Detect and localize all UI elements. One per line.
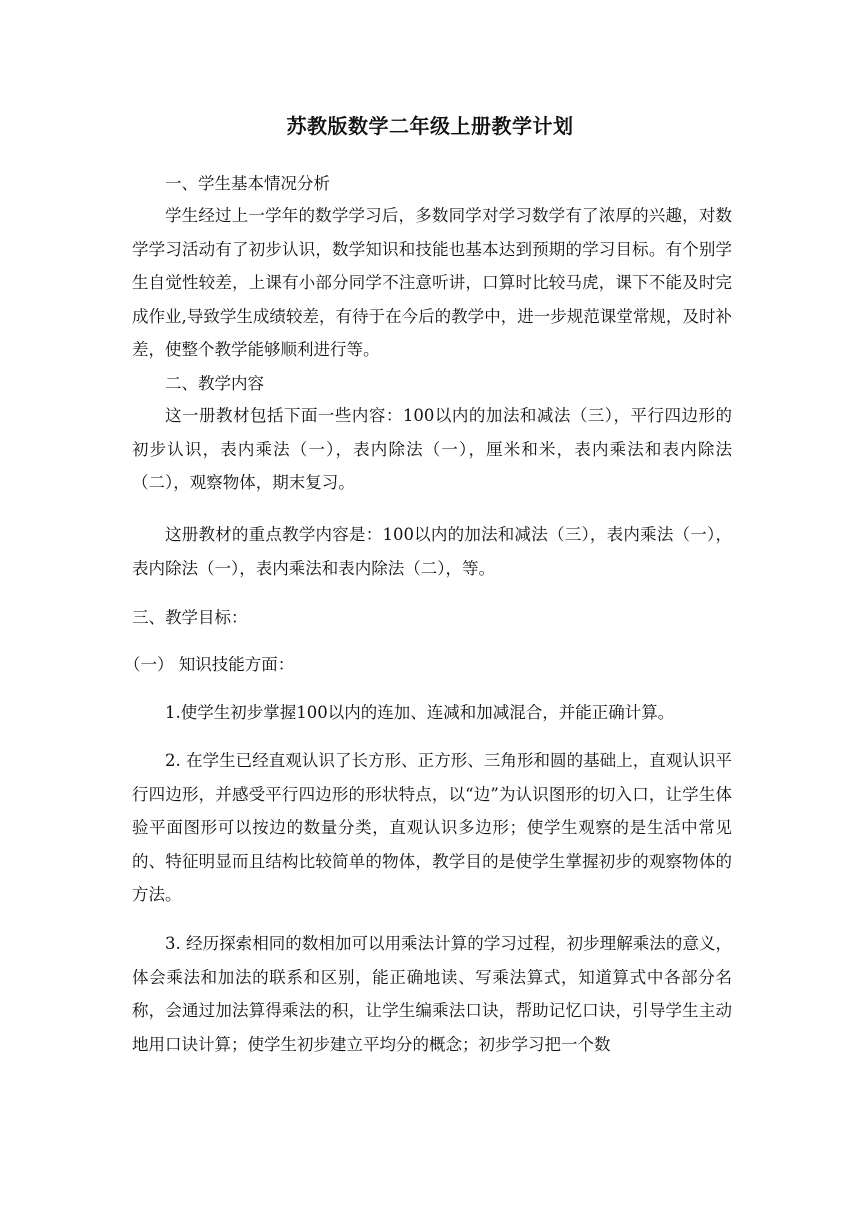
paragraph-teaching-focus: 这册教材的重点教学内容是：100以内的加法和减法（三），表内乘法（一），表内除法（一），表内乘法和表内除法（二），等。 [132,525,732,578]
paragraph-teaching-content: 这一册教材包括下面一些内容：100以内的加法和减法（三），平行四边形的初步认识，表内乘法（一），表内除法（一），厘米和米，表内乘法和表内除法（二），观察物体，期末复习。 [132,406,732,492]
section-heading-student-analysis: 一、学生基本情况分析 [165,174,330,193]
paragraph-student-analysis: 学生经过上一学年的数学学习后，多数同学对学习数学有了浓厚的兴趣，对数学学习活动有了初步认识，数学知识和技能也基本达到预期的学习目标。有个别学生自觉性较差，上课有小部分同学不注意听讲，口算时比较马虎，课下不能及时完成作业,导致学生成绩较差，有待于在今后的教学中，进一步规范课堂常规，及时补差，使整个教学能够顺利进行等。 [132,206,732,359]
section-heading-teaching-content: 二、教学内容 [165,374,264,393]
goal-item-1: 1.使学生初步掌握100以内的连加、连减和加减混合，并能正确计算。 [165,703,675,722]
section-heading-teaching-goals: 三、教学目标： [132,608,248,627]
goal-item-2: 2. 在学生已经直观认识了长方形、正方形、三角形和圆的基础上，直观认识平行四边形，并感受平行四边形的形状特点，以“边”为认识图形的切入口，让学生体验平面图形可以按边的数量分类，直观认识多边形；使学生观察的是生活中常见的、特征明显而且结构比较简单的物体，教学目的是使学生掌握初步的观察物体的方法。 [132,751,732,904]
goal-item-3: 3. 经历探索相同的数相加可以用乘法计算的学习过程，初步理解乘法的意义，体会乘法和加法的联系和区别，能正确地读、写乘法算式，知道算式中各部分名称，会通过加法算得乘法的积，让学生编乘法口诀，帮助记忆口诀，引导学生主动地用口诀计算；使学生初步建立平均分的概念；初步学习把一个数 [132,934,732,1054]
subsection-heading-knowledge-skills: （一） 知识技能方面： [124,655,295,674]
page-title: 苏教版数学二年级上册教学计划 [286,114,574,138]
